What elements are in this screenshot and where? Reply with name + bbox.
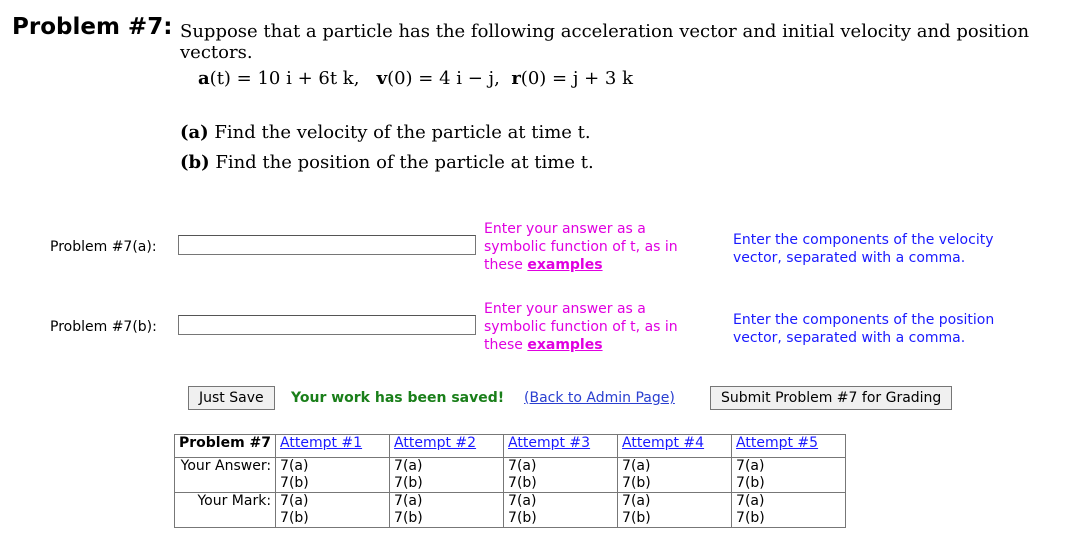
attempt-2-answer: 7(a) 7(b) bbox=[390, 458, 504, 493]
back-to-admin-link[interactable]: (Back to Admin Page) bbox=[524, 390, 675, 406]
attempt-2-link[interactable]: Attempt #2 bbox=[394, 435, 477, 451]
attempt-1-mark: 7(a) 7(b) bbox=[276, 493, 390, 528]
your-mark-row bbox=[175, 493, 846, 528]
answer-a-label: Problem #7(a): bbox=[50, 239, 157, 255]
attempt-2-mark: 7(a) 7(b) bbox=[390, 493, 504, 528]
examples-link-b[interactable]: examples bbox=[527, 337, 603, 353]
your-answer-label: Your Answer: bbox=[175, 458, 276, 493]
attempt-3-link[interactable]: Attempt #3 bbox=[508, 435, 591, 451]
your-answer-row bbox=[175, 458, 846, 493]
attempts-table bbox=[174, 434, 846, 528]
examples-link-a[interactable]: examples bbox=[527, 257, 603, 273]
attempt-5-answer: 7(a) 7(b) bbox=[732, 458, 846, 493]
attempt-4-answer: 7(a) 7(b) bbox=[618, 458, 732, 493]
answer-a-hint: Enter your answer as a symbolic function of t, as in these examples bbox=[484, 221, 678, 273]
table-corner-header: Problem #7 bbox=[175, 435, 276, 458]
your-mark-label: Your Mark: bbox=[175, 493, 276, 528]
saved-message: Your work has been saved! bbox=[291, 390, 505, 406]
answer-b-hint: Enter your answer as a symbolic function of t, as in these examples bbox=[484, 301, 678, 353]
attempt-3-answer: 7(a) 7(b) bbox=[504, 458, 618, 493]
attempt-1-link[interactable]: Attempt #1 bbox=[280, 435, 363, 451]
just-save-button[interactable]: Just Save bbox=[188, 386, 275, 410]
attempt-3-mark: 7(a) 7(b) bbox=[504, 493, 618, 528]
answer-b-label: Problem #7(b): bbox=[50, 319, 157, 335]
problem-equation: a(t) = 10 i + 6t k, v(0) = 4 i − j, r(0) = j + 3 k bbox=[198, 68, 634, 89]
submit-grading-button[interactable]: Submit Problem #7 for Grading bbox=[710, 386, 952, 410]
attempt-4-mark: 7(a) 7(b) bbox=[618, 493, 732, 528]
velocity-component-hint: Enter the components of the velocity vector, separated with a comma. bbox=[733, 232, 994, 266]
position-component-hint: Enter the components of the position vector, separated with a comma. bbox=[733, 312, 995, 346]
attempt-4-link[interactable]: Attempt #4 bbox=[622, 435, 705, 451]
answer-a-input[interactable] bbox=[178, 235, 476, 255]
attempt-1-answer: 7(a) 7(b) bbox=[276, 458, 390, 493]
attempt-5-link[interactable]: Attempt #5 bbox=[736, 435, 819, 451]
part-a-text: (a) Find the velocity of the particle at time t. bbox=[180, 122, 591, 143]
answer-b-input[interactable] bbox=[178, 315, 476, 335]
attempt-5-mark: 7(a) 7(b) bbox=[732, 493, 846, 528]
problem-intro: Suppose that a particle has the following acceleration vector and initial velocity and position vectors. bbox=[180, 21, 1030, 63]
problem-title: Problem #7: bbox=[12, 14, 173, 40]
part-b-text: (b) Find the position of the particle at time t. bbox=[180, 152, 594, 173]
